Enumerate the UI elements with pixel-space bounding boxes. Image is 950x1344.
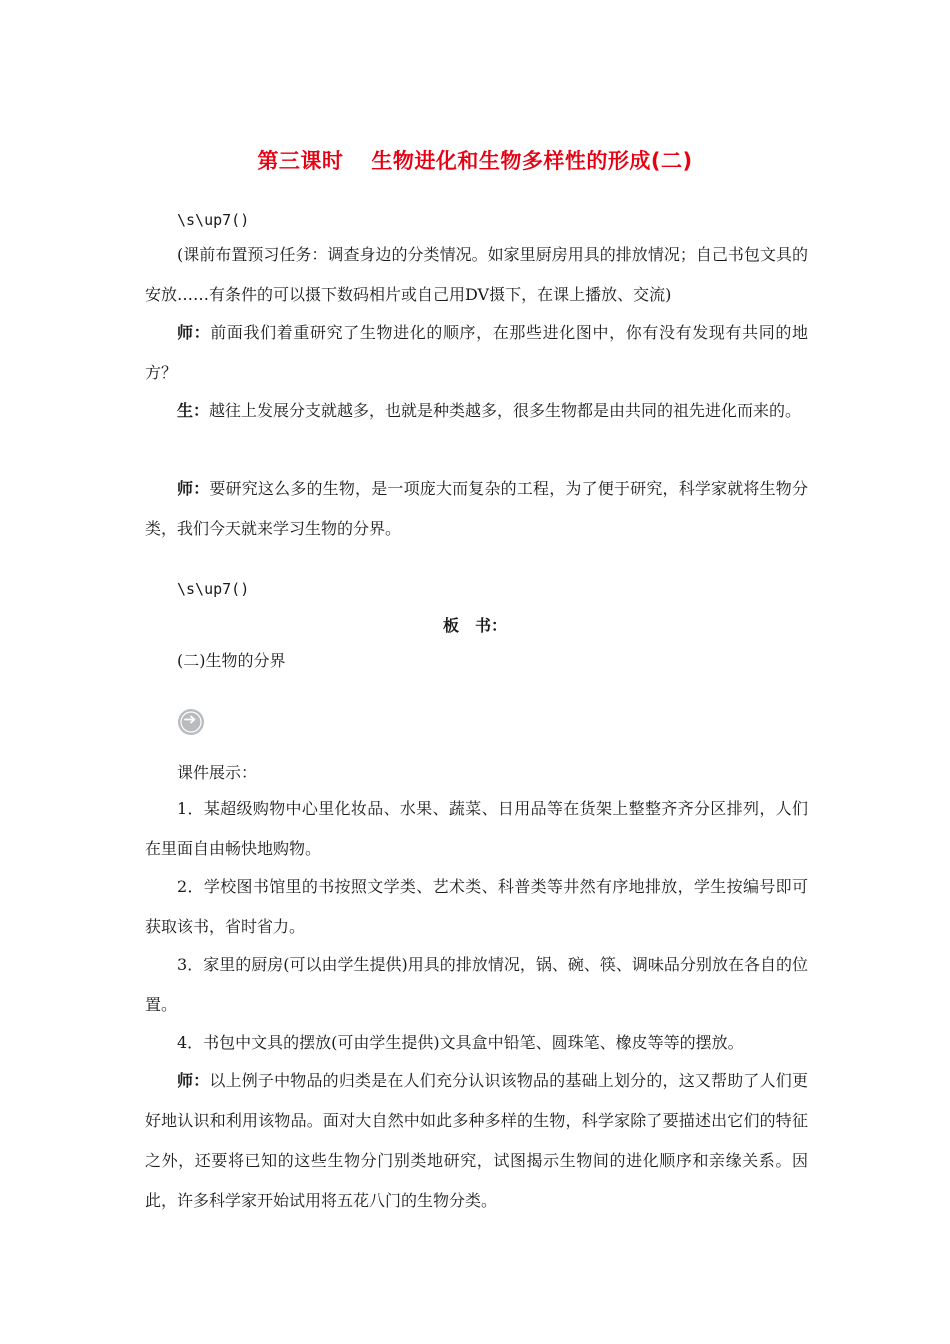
layout-marker: \s\up7() (177, 580, 250, 598)
example-item-1: 1．某超级购物中心里化妆品、水果、蔬菜、日用品等在货架上整整齐齐分区排列，人们在里面自由畅快地购物。 (145, 799, 808, 858)
paragraph-text: 前面我们着重研究了生物进化的顺序，在那些进化图中，你有没有发现有共同的地方？ (145, 323, 808, 382)
example-item-3: 3．家里的厨房(可以由学生提供)用具的排放情况，锅、碗、筷、调味品分别放在各自的位置。 (145, 955, 808, 1014)
teacher-paragraph (145, 1061, 808, 1221)
arrow-circle-icon (177, 708, 205, 736)
speaker-label: 师： (177, 323, 211, 342)
page-title (0, 145, 950, 175)
board-heading: 板 书： (442, 616, 507, 635)
board-item: (二)生物的分界 (177, 651, 286, 670)
layout-marker: \s\up7() (177, 211, 250, 229)
paragraph-text: 以上例子中物品的归类是在人们充分认识该物品的基础上划分的，这又帮助了人们更好地认识和利用该物品。面对大自然中如此多种多样的生物，科学家除了要描述出它们的特征之外，还要将已知的这些生物分门别类地研究，试图揭示生物间的进化顺序和亲缘关系。因此，许多科学家开始试用将五花八门的生物分类。 (145, 1071, 808, 1210)
example-item-4: 4．书包中文具的摆放(可由学生提供)文具盒中铅笔、圆珠笔、橡皮等等的摆放。 (177, 1033, 744, 1052)
student-paragraph (145, 391, 808, 431)
courseware-label: 课件展示： (177, 763, 258, 782)
speaker-label: 师： (177, 479, 210, 498)
teacher-paragraph (145, 313, 808, 393)
example-item-2: 2．学校图书馆里的书按照文学类、艺术类、科普类等井然有序地排放，学生按编号即可获取该书，省时省力。 (145, 877, 808, 936)
speaker-label: 生： (177, 401, 210, 420)
speaker-label: 师： (177, 1071, 210, 1090)
prep-paragraph: (课前布置预习任务：调查身边的分类情况。如家里厨房用具的排放情况；自己书包文具的安放……有条件的可以摄下数码相片或自己用DV摄下，在课上播放、交流) (145, 245, 808, 304)
title-topic: 生物进化和生物多样性的形成(二) (371, 149, 693, 173)
teacher-paragraph (145, 469, 808, 549)
paragraph-text: 要研究这么多的生物，是一项庞大而复杂的工程，为了便于研究，科学家就将生物分类，我们今天就来学习生物的分界。 (145, 479, 808, 538)
paragraph-text: 越往上发展分支就越多，也就是种类越多，很多生物都是由共同的祖先进化而来的。 (209, 401, 802, 420)
title-lesson: 第三课时 (257, 149, 344, 173)
